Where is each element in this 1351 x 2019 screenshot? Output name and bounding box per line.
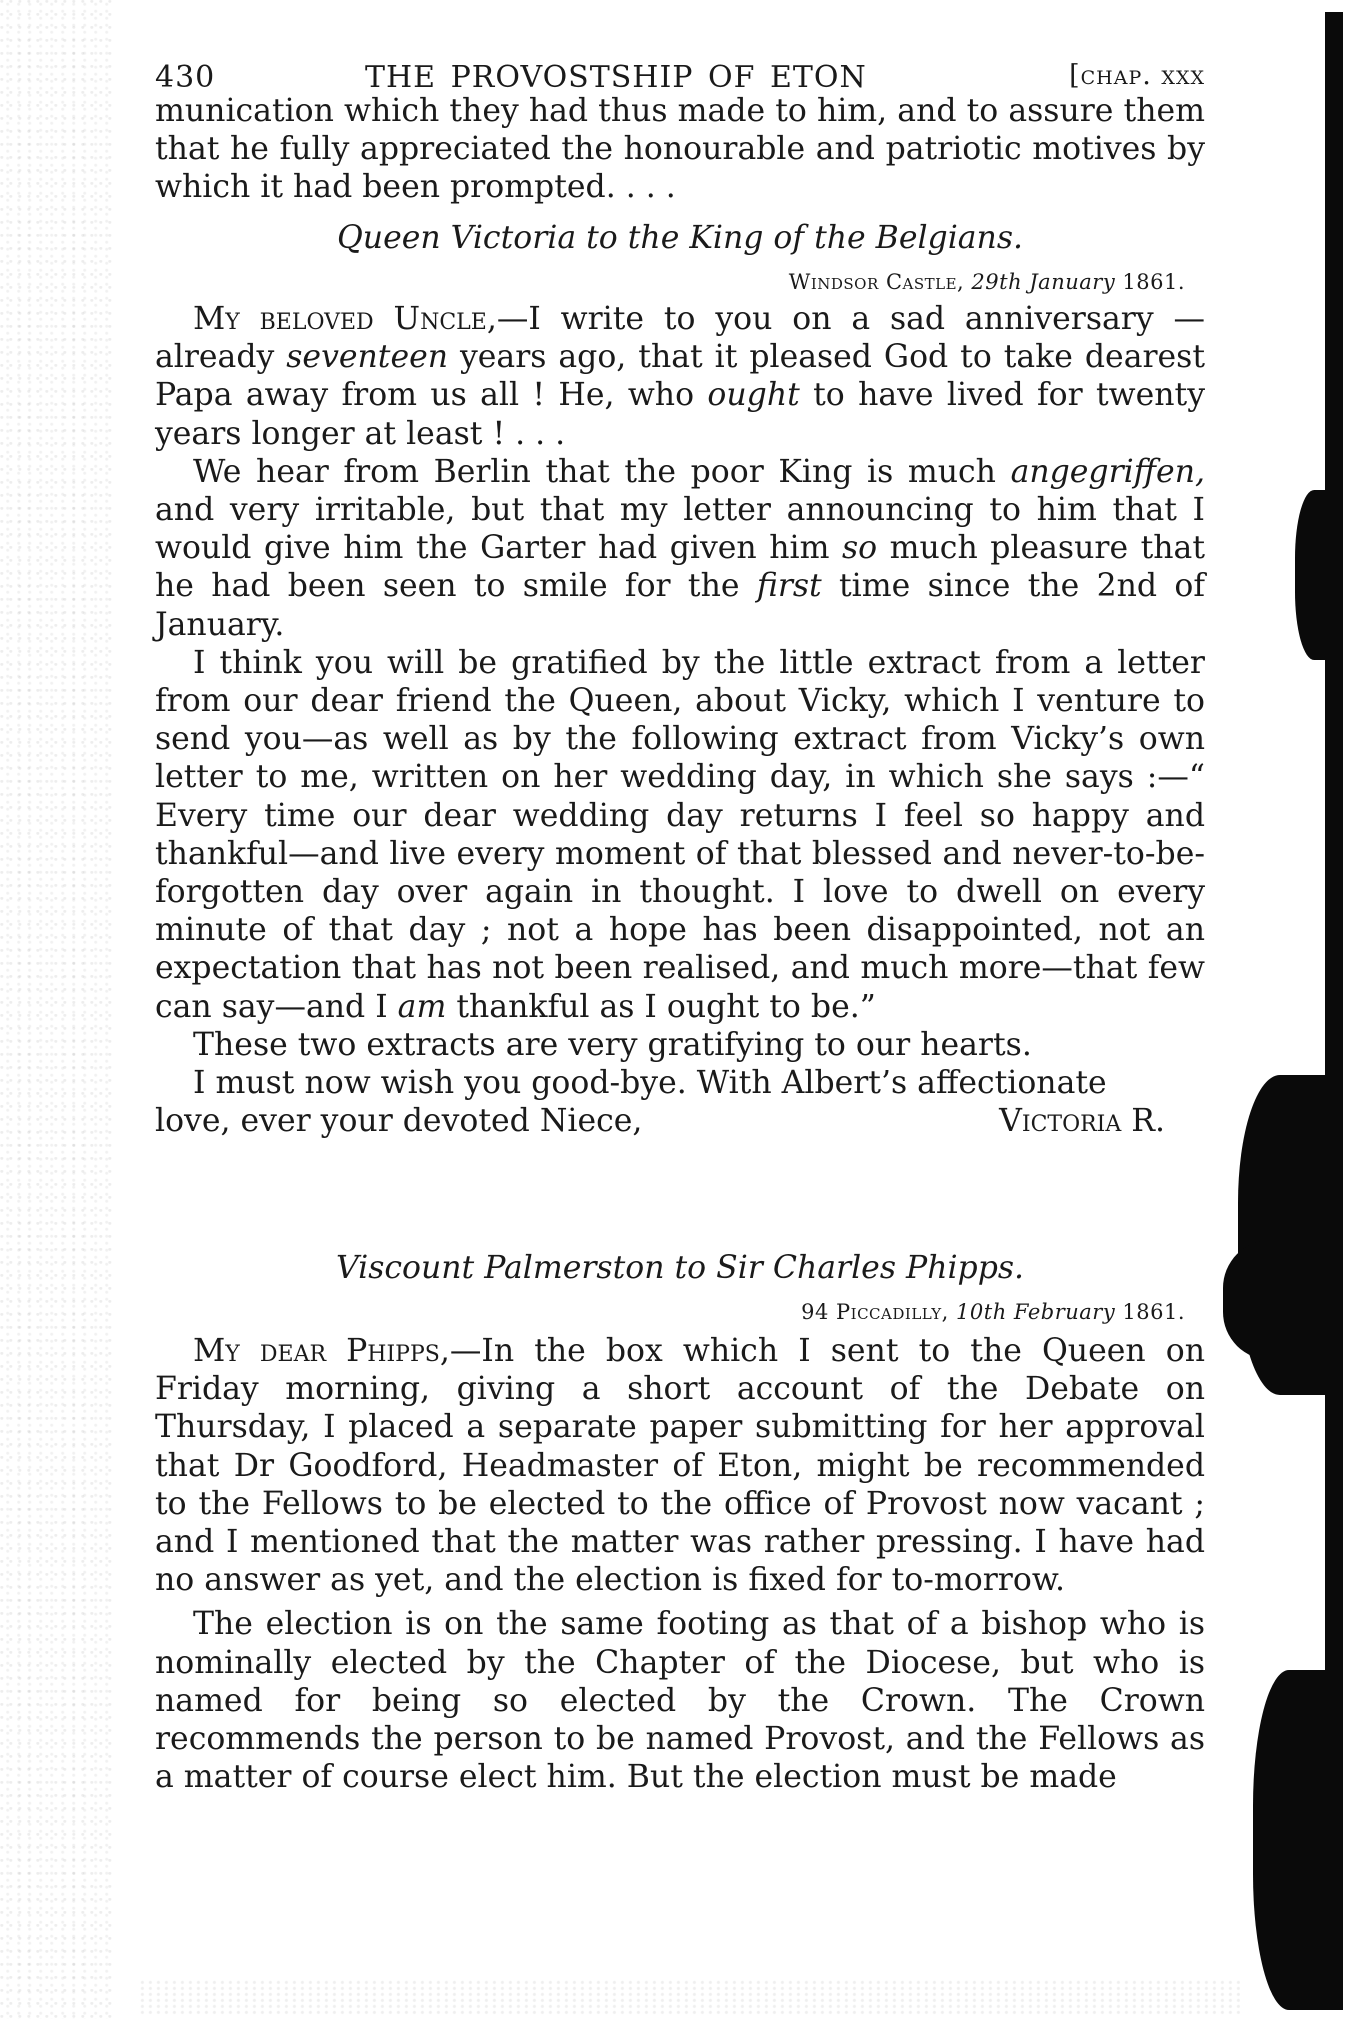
letter-place: 94 Piccadilly, [801, 1300, 949, 1324]
paragraph: My beloved Uncle,—I write to you on a sad anniversary —already seventeen years ago, that it pleased God to take dearest Papa away from us all ! He, who ought to have lived for twenty years longer at least ! . . . [155, 301, 1206, 452]
letter-date: 29th January [971, 270, 1116, 294]
binding-shadow [1223, 0, 1351, 2019]
binding-shadow-mark [1253, 1670, 1343, 2010]
binding-shadow-mark [1223, 1240, 1343, 1360]
scan-edge-bottom [140, 1980, 1240, 2016]
letter-body [155, 300, 1205, 1140]
salutation: My dear Phipps, [193, 1333, 450, 1369]
paragraph: The election is on the same footing as that of a bishop who is nominally elected by the Chapter of the Diocese, but who is named for being so elected by the Crown. The Crown recommends the person to be named Provost, and the Fellows as a matter of course elect him. But the election must be made [155, 1606, 1205, 1796]
scan-edge-left [0, 0, 115, 2019]
letter-dateline [789, 270, 1185, 294]
continuation-block [155, 92, 1205, 207]
letter-heading: Viscount Palmerston to Sir Charles Phipps. [335, 1250, 1025, 1286]
letter-body [155, 1332, 1205, 1796]
binding-shadow-mark [1295, 490, 1343, 660]
signature-line [155, 1102, 1205, 1140]
closing: love, ever your devoted Niece, [155, 1103, 643, 1140]
letter-heading: Queen Victoria to the King of the Belgians. [336, 220, 1024, 256]
paragraph: I must now wish you good-bye. With Albert’s affectionate [193, 1065, 1107, 1102]
letter-year: 1861. [1122, 270, 1185, 294]
letter-place: Windsor Castle, [788, 270, 965, 294]
running-title: THE PROVOSTSHIP OF ETON [365, 60, 867, 95]
letter-year: 1861. [1122, 1300, 1185, 1324]
signature: Victoria R. [999, 1103, 1165, 1140]
letter-dateline [801, 1300, 1185, 1324]
chapter-label: [chap. xxx [1069, 60, 1205, 91]
paragraph: We hear from Berlin that the poor King is much angegriffen, and very irritable, but that my letter announcing to him that I would give him the Garter had given him so much pleasure that he had been seen to smile for the first time since the 2nd of January. [155, 453, 1206, 643]
paragraph: I think you will be gratified by the little extract from a letter from our dear friend the Queen, about Vicky, which I venture to send you—as well as by the following extract from Vicky’s own letter to me, written on her wedding day, in which she says :—“ Every time our dear wedding day returns I feel so happy and thankful—and live every moment of that blessed and never-to-be-forgotten day over again in thought. I love to dwell on every minute of that day ; not a hope has been disappointed, not an expectation that has not been realised, and much more—that few can say—and I am thankful as I ought to be.” [155, 644, 1205, 1025]
page-number: 430 [155, 60, 216, 95]
paragraph: munication which they had thus made to him, and to assure them that he fully appreciated the honourable and patriotic motives by which it had been prompted. . . . [155, 93, 1205, 206]
salutation: My beloved Uncle, [193, 301, 497, 337]
letter-date: 10th February [956, 1300, 1116, 1324]
paragraph: My dear Phipps,—In the box which I sent to the Queen on Friday morning, giving a short account of the Debate on Thursday, I placed a separate paper submitting for her approval that Dr Goodford, Headmaster of Eton, might be recommended to the Fellows to be elected to the office of Provost now vacant ; and I mentioned that the matter was rather pressing. I have had no answer as yet, and the election is fixed for to-morrow. [155, 1333, 1205, 1599]
paragraph: These two extracts are very gratifying to our hearts. [193, 1026, 1032, 1063]
